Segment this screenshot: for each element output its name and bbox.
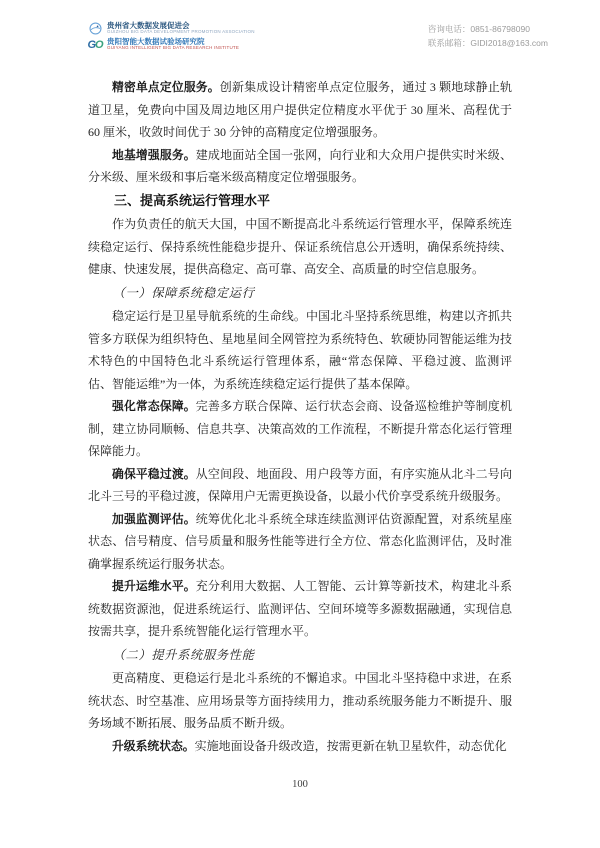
org1-name: 贵州省大数据发展促进会: [107, 21, 190, 31]
paragraph-lead: 强化常态保障。: [112, 399, 196, 413]
sub-heading: （二）提升系统服务性能: [112, 647, 255, 662]
section-heading: 三、提高系统运行管理水平: [114, 192, 271, 208]
page-header: [88, 22, 548, 51]
paragraph-text: 从空间段、地面段、用户段等方面，有序实施从北斗二号向北斗三号的平稳过渡，保障用户无需更换设备，以最小代价享受系统升级服务。: [88, 466, 512, 503]
org1-text: [107, 22, 255, 35]
paragraph-lead: 确保平稳过渡。: [112, 466, 196, 481]
paragraph: [88, 575, 512, 643]
paragraph-lead: 升级系统状态。: [112, 738, 195, 753]
paragraph-text: 创新集成设计精密单点定位服务，通过 3 颗地球静止轨道卫星，免费向中国及周边地区用户提供定位精度水平优于 30 厘米、高程优于 60 厘米，收敛时间优于 30 分钟的高精度定位增强服务。: [88, 80, 512, 139]
paragraph: [88, 76, 512, 144]
paragraph-text: 完善多方联合保障、运行状态会商、设备巡检维护等制度机制，建立协同顺畅、信息共享、决策高效的工作流程，不断提升常态化运行管理保障能力。: [88, 399, 512, 458]
paragraph: [88, 395, 512, 463]
email-value: GIDI2018@163.com: [470, 38, 548, 48]
paragraph: [88, 735, 512, 758]
logo-group: [88, 22, 255, 51]
paragraph-text: 实施地面设备升级改造，按需更新在轨卫星软件，动态优化: [194, 738, 507, 753]
paragraph-text: 充分利用大数据、人工智能、云计算等新技术，构建北斗系统数据资源池，促进系统运行、监测评估、空间环境等多源数据融通，实现信息按需共享，提升系统智能化运行管理水平。: [88, 579, 512, 638]
paragraph-text: 作为负责任的航天大国，中国不断提高北斗系统运行管理水平，保障系统连续稳定运行、保持系统性能稳步提升、保证系统信息公开透明，确保系统持续、健康、快速发展，提供高稳定、高可靠、高安全、高质量的时空信息服务。: [88, 217, 512, 276]
paragraph: [88, 667, 512, 735]
paragraph-text: 更高精度、更稳运行是北斗系统的不懈追求。中国北斗坚持稳中求进，在系统状态、时空基准、应用场景等方面持续用力，推动系统服务能力不断提升、服务场域不断拓展、服务品质不断升级。: [88, 671, 512, 730]
page-number: 100: [292, 779, 308, 790]
org2-subtitle: GUIYANG INTELLIGENT BIG DATA RESEARCH INSTITUTE: [107, 45, 240, 51]
org1-logo: [88, 22, 255, 35]
org1-subtitle: GUIZHOU BIG DATA DEVELOPMENT PROMOTION ASSOCIATION: [107, 29, 255, 35]
phone-value: 0851-86798090: [470, 24, 530, 34]
document-body: [88, 76, 512, 757]
org2-logo: [88, 38, 255, 51]
paragraph: [88, 305, 512, 395]
paragraph-lead: 精密单点定位服务。: [112, 80, 220, 94]
paragraph-lead: 地基增强服务。: [112, 147, 196, 162]
paragraph-text: 建成地面站全国一张网，向行业和大众用户提供实时米级、分米级、厘米级和事后毫米级高精度定位增强服务。: [88, 147, 512, 184]
go-logo-icon: G O: [87, 38, 104, 51]
contact-info: [428, 22, 548, 50]
paragraph-text: 统筹优化北斗系统全球连续监测评估资源配置，对系统星座状态、信号精度、信号质量和服务性能等进行全方位、常态化监测评估，及时准确掌握系统运行服务状态。: [88, 511, 512, 571]
sub-heading: （一）保障系统稳定运行: [112, 285, 255, 300]
email-label: 联系邮箱：: [427, 38, 471, 48]
globe-icon: [88, 22, 103, 35]
phone-label: 咨询电话：: [427, 24, 471, 34]
paragraph: [88, 144, 512, 189]
paragraph: [88, 213, 512, 281]
contact-phone-row: [428, 22, 548, 36]
paragraph-lead: 加强监测评估。: [112, 511, 196, 526]
org2-name: 贵阳智能大数据试验场研究院: [107, 37, 205, 47]
contact-email-row: [428, 36, 548, 50]
paragraph: [88, 463, 512, 508]
paragraph-text: 稳定运行是卫星导航系统的生命线。中国北斗坚持系统思维，构建以齐抓共管多方联保为组织特色、星地星间全网管控为系统特色、软硬协同智能运维为技术特色的中国特色北斗系统运行管理体系，融“常态保障、平稳过渡、监测评估、智能运维”为一体，为系统连续稳定运行提供了基本保障。: [88, 309, 512, 391]
paragraph-lead: 提升运维水平。: [112, 579, 196, 593]
org2-text: [107, 38, 239, 51]
paragraph: [88, 508, 512, 576]
